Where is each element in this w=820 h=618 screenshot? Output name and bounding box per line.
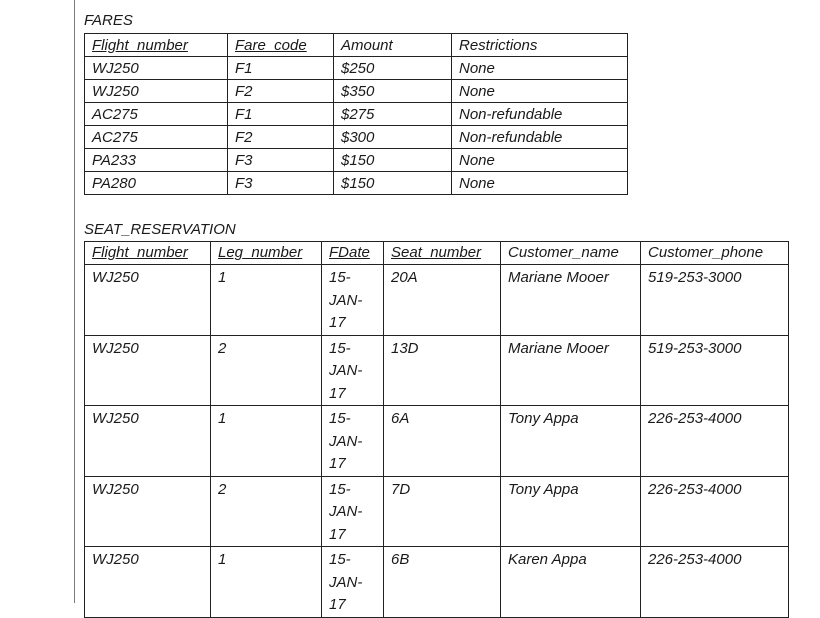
fares-header-row [85, 34, 628, 57]
cell-amount: $150 [334, 149, 452, 172]
fdate-year: 17 [329, 596, 346, 613]
cell-restrictions: None [452, 149, 628, 172]
cell-amount: $300 [334, 126, 452, 149]
table-row [85, 476, 789, 547]
seat-reservation-header-row [85, 242, 789, 265]
table-row [85, 547, 789, 618]
table-row [85, 172, 628, 195]
fares-col-restrictions: Restrictions [452, 34, 628, 57]
table-row [85, 335, 789, 406]
table-row [85, 103, 628, 126]
cell-flight-number: WJ250 [85, 80, 228, 103]
cell-customer-phone: 519-253-3000 [641, 335, 789, 406]
cell-customer-name: Karen Appa [501, 547, 641, 618]
cell-customer-phone: 226-253-4000 [641, 406, 789, 477]
cell-amount: $350 [334, 80, 452, 103]
cell-fare-code: F1 [228, 103, 334, 126]
seat-reservation-table-title: SEAT_RESERVATION [84, 221, 236, 238]
fares-col-amount: Amount [334, 34, 452, 57]
table-row [85, 265, 789, 336]
cell-flight-number: WJ250 [85, 335, 211, 406]
table-row [85, 406, 789, 477]
cell-flight-number: AC275 [85, 126, 228, 149]
seat-col-customer-name: Customer_name [501, 242, 641, 265]
table-row [85, 126, 628, 149]
fdate-day: 15- [329, 480, 351, 498]
cell-leg-number: 1 [211, 265, 322, 336]
cell-seat-number: 13D [384, 335, 501, 406]
cell-customer-name: Mariane Mooer [501, 265, 641, 336]
fdate-month: JAN- [329, 432, 363, 450]
cell-flight-number: PA233 [85, 149, 228, 172]
table-row [85, 149, 628, 172]
cell-seat-number: 7D [384, 476, 501, 547]
cell-flight-number: WJ250 [85, 406, 211, 477]
cell-flight-number: WJ250 [85, 57, 228, 80]
cell-amount: $150 [334, 172, 452, 195]
cell-seat-number: 20A [384, 265, 501, 336]
cell-restrictions: Non-refundable [452, 103, 628, 126]
fdate-day: 15- [329, 339, 351, 357]
cell-flight-number: AC275 [85, 103, 228, 126]
cell-customer-name: Mariane Mooer [501, 335, 641, 406]
fdate-month: JAN- [329, 503, 363, 520]
cell-fdate [322, 547, 384, 618]
fares-col-fare-code: Fare_code [228, 34, 334, 57]
cell-leg-number: 1 [211, 406, 322, 477]
cell-customer-name: Tony Appa [501, 476, 641, 547]
seat-col-leg-number: Leg_number [211, 242, 322, 265]
cell-leg-number: 1 [211, 547, 322, 618]
cell-fdate [322, 335, 384, 406]
fdate-year: 17 [329, 525, 346, 543]
fares-col-flight-number: Flight_number [85, 34, 228, 57]
cell-leg-number: 2 [211, 335, 322, 406]
fdate-year: 17 [329, 384, 346, 402]
cell-seat-number: 6A [384, 406, 501, 477]
cell-customer-phone: 226-253-4000 [641, 547, 789, 618]
fdate-month: JAN- [329, 362, 363, 379]
cell-flight-number: WJ250 [85, 547, 211, 618]
table-row [85, 80, 628, 103]
fares-table [84, 33, 628, 195]
fdate-month: JAN- [329, 573, 363, 591]
cell-fdate [322, 406, 384, 477]
seat-col-flight-number: Flight_number [85, 242, 211, 265]
cell-restrictions: Non-refundable [452, 126, 628, 149]
cell-customer-phone: 226-253-4000 [641, 476, 789, 547]
cell-restrictions: None [452, 80, 628, 103]
cell-amount: $275 [334, 103, 452, 126]
cell-leg-number: 2 [211, 476, 322, 547]
cell-fare-code: F2 [228, 80, 334, 103]
cell-amount: $250 [334, 57, 452, 80]
page-margin-line [74, 0, 75, 603]
seat-col-fdate: FDate [322, 242, 384, 265]
cell-restrictions: None [452, 172, 628, 195]
cell-customer-name: Tony Appa [501, 406, 641, 477]
fdate-day: 15- [329, 551, 351, 568]
seat-col-customer-phone: Customer_phone [641, 242, 789, 265]
fdate-month: JAN- [329, 291, 363, 309]
cell-customer-phone: 519-253-3000 [641, 265, 789, 336]
fdate-day: 15- [329, 269, 351, 286]
table-row [85, 57, 628, 80]
cell-fdate [322, 265, 384, 336]
cell-fare-code: F3 [228, 172, 334, 195]
cell-flight-number: WJ250 [85, 476, 211, 547]
seat-col-seat-number: Seat_number [384, 242, 501, 265]
fdate-year: 17 [329, 314, 346, 331]
cell-seat-number: 6B [384, 547, 501, 618]
cell-flight-number: WJ250 [85, 265, 211, 336]
cell-flight-number: PA280 [85, 172, 228, 195]
fdate-day: 15- [329, 410, 351, 427]
cell-fdate [322, 476, 384, 547]
seat-reservation-table [84, 241, 789, 618]
cell-fare-code: F1 [228, 57, 334, 80]
cell-restrictions: None [452, 57, 628, 80]
fares-table-title: FARES [84, 12, 133, 29]
fdate-year: 17 [329, 455, 346, 472]
cell-fare-code: F2 [228, 126, 334, 149]
cell-fare-code: F3 [228, 149, 334, 172]
